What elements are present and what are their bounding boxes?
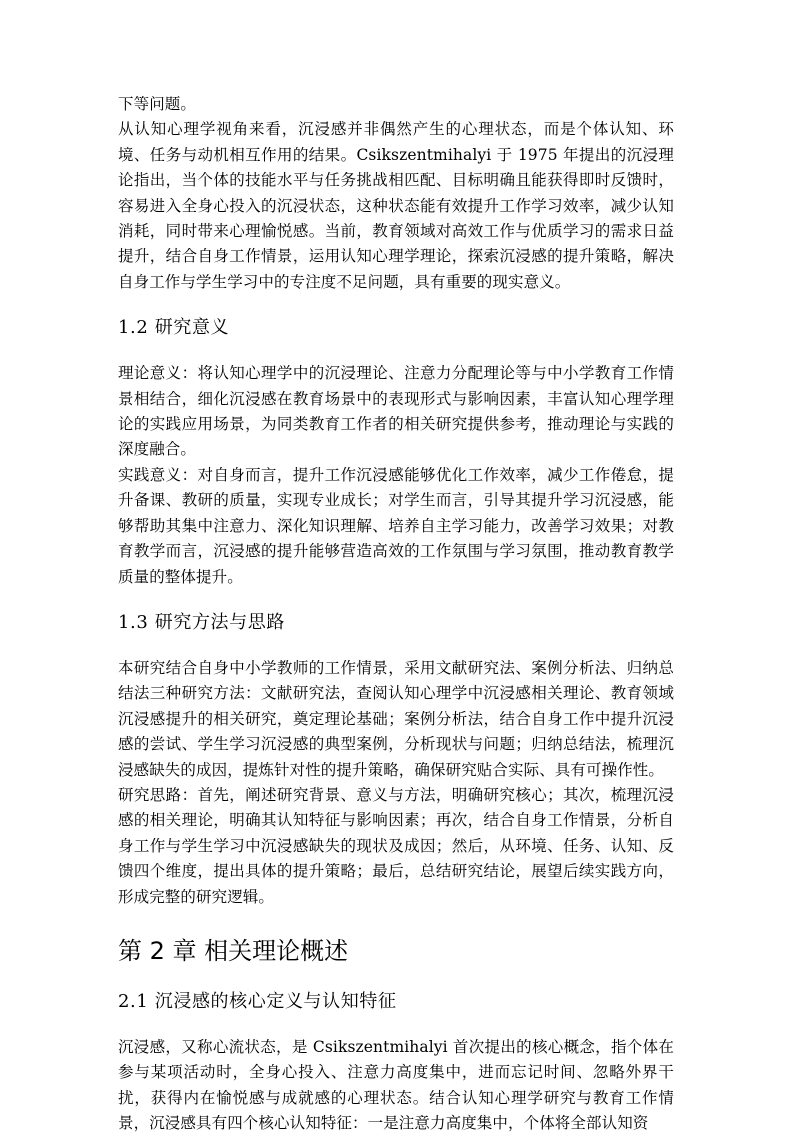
paragraph-practical-significance: 实践意义：对自身而言，提升工作沉浸感能够优化工作效率，减少工作倦怠，提升备课、教研的质量，实现专业成长；对学生而言，引导其提升学习沉浸感，能够帮助其集中注意力、深化知识理解、培养自主学习能力，改善学习效果；对教育教学而言，沉浸感的提升能够营造高效的工作氛围与学习氛围，推动教育教学质量的整体提升。	[118, 465, 674, 586]
paragraph-research-background: 从认知心理学视角来看，沉浸感并非偶然产生的心理状态，而是个体认知、环境、任务与动机相互作用的结果。Csikszentmihalyi 于 1975 年提出的沉浸理论指出，当个体的技能水平与任务挑战相匹配、目标明确且能获得即时反馈时，容易进入全身心投入的沉浸状态，这种状态能有效提升工作学习效率，减少认知消耗，同时带来心理愉悦感。当前，教育领域对高效工作与优质学习的需求日益提升，结合自身工作情景，运用认知心理学理论，探索沉浸感的提升策略，解决自身工作与学生学习中的专注度不足问题，具有重要的现实意义。	[118, 120, 675, 291]
paragraph-research-approach: 研究思路：首先，阐述研究背景、意义与方法，明确研究核心；其次，梳理沉浸感的相关理论，明确其认知特征与影响因素；再次，结合自身工作情景，分析自身工作与学生学习中沉浸感缺失的现状及成因；然后，从环境、任务、认知、反馈四个维度，提出具体的提升策略；最后，总结研究结论，展望后续实践方向，形成完整的研究逻辑。	[118, 785, 674, 906]
section-heading-2-1: 2.1 沉浸感的核心定义与认知特征	[118, 990, 397, 1012]
section-heading-1-2: 1.2 研究意义	[118, 317, 230, 339]
document-body	[118, 92, 674, 1137]
paragraph-research-methods: 本研究结合自身中小学教师的工作情景，采用文献研究法、案例分析法、归纳总结法三种研究方法：文献研究法，查阅认知心理学中沉浸感相关理论、教育领域沉浸感提升的相关研究，奠定理论基础；案例分析法，结合自身工作中提升沉浸感的尝试、学生学习沉浸感的典型案例，分析现状与问题；归纳总结法，梳理沉浸感缺失的成因，提炼针对性的提升策略，确保研究贴合实际、具有可操作性。	[118, 658, 674, 779]
paragraph-continuation: 下等问题。	[118, 95, 197, 113]
paragraph-theoretical-significance: 理论意义：将认知心理学中的沉浸理论、注意力分配理论等与中小学教育工作情景相结合，细化沉浸感在教育场景中的表现形式与影响因素，丰富认知心理学理论的实践应用场景，为同类教育工作者的相关研究提供参考，推动理论与实践的深度融合。	[118, 364, 674, 459]
section-heading-1-3: 1.3 研究方法与思路	[118, 611, 285, 633]
chapter-heading-2: 第 2 章 相关理论概述	[118, 936, 349, 965]
paragraph-immersion-definition: 沉浸感，又称心流状态，是 Csikszentmihalyi 首次提出的核心概念，指个体在参与某项活动时，全身心投入、注意力高度集中，进而忘记时间、忽略外界干扰，获得内在愉悦感与成就感的心理状态。结合认知心理学研究与教育工作情景，沉浸感具有四个核心认知特征：一是注意力高度集中，个体将全部认知资	[118, 1037, 674, 1133]
